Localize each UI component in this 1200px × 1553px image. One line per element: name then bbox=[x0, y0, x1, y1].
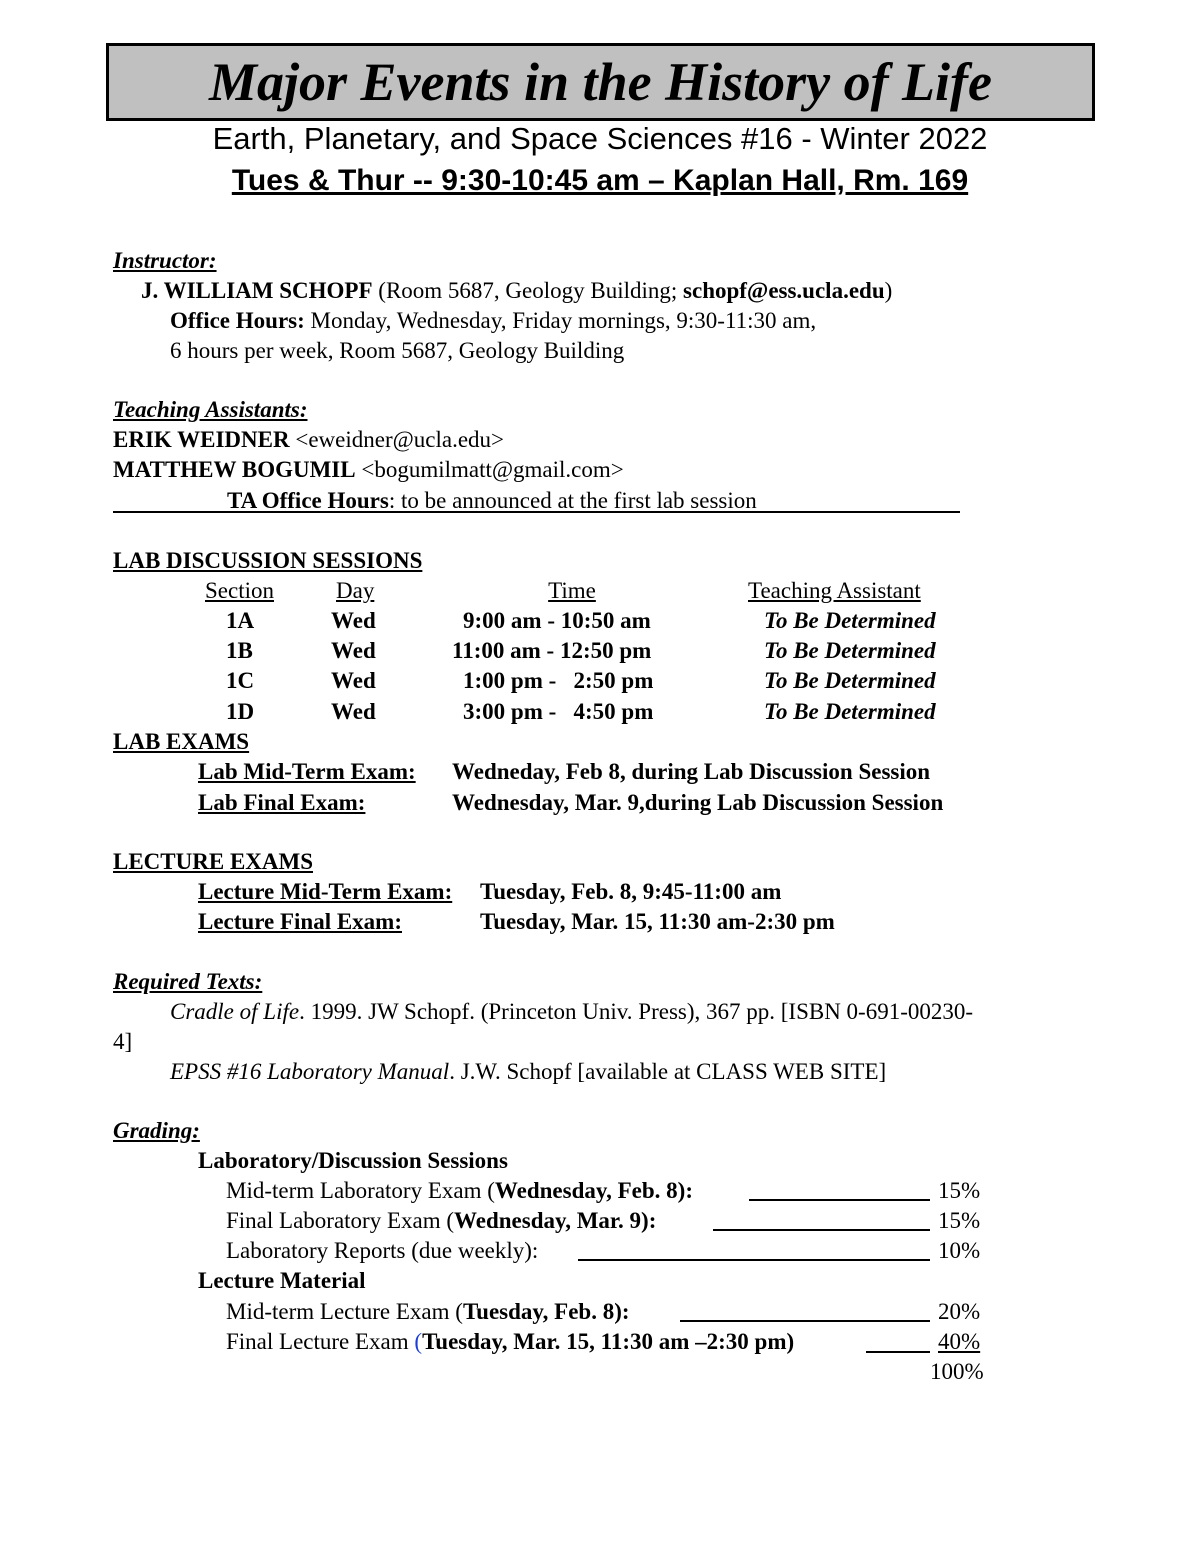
grading-item-text: ): bbox=[677, 1178, 693, 1203]
lecture-final-date: Tuesday, Mar. 15, 11:30 am-2:30 pm bbox=[480, 909, 835, 934]
ta-1a: To Be Determined bbox=[764, 608, 936, 633]
ta-heading: Teaching Assistants: bbox=[113, 397, 308, 422]
time-1c: 1:00 pm - 2:50 pm bbox=[463, 668, 654, 693]
textbook-2-title: EPSS #16 Laboratory Manual bbox=[170, 1059, 450, 1084]
instructor-heading: Instructor: bbox=[113, 248, 217, 273]
ta-1-email: <eweidner@ucla.edu> bbox=[289, 427, 505, 452]
col-section: Section bbox=[205, 578, 274, 603]
texts-heading: Required Texts: bbox=[113, 969, 263, 994]
grading-lab-reports-pct: 10% bbox=[938, 1238, 981, 1263]
ta-1c: To Be Determined bbox=[764, 668, 936, 693]
grading-item-text: Laboratory Reports (due weekly): bbox=[226, 1238, 539, 1263]
lab-sessions-heading: LAB DISCUSSION SESSIONS bbox=[113, 548, 423, 573]
grading-leader-line bbox=[713, 1229, 930, 1231]
ta-divider bbox=[113, 511, 960, 513]
section-1d: 1D bbox=[226, 699, 255, 724]
day-1a: Wed bbox=[331, 608, 376, 633]
lab-midterm-date: Wedneday, Feb 8, during Lab Discussion Session bbox=[452, 759, 931, 784]
time-1b: 11:00 am - 12:50 pm bbox=[452, 638, 652, 663]
grading-lecture-heading: Lecture Material bbox=[198, 1268, 366, 1293]
ta-1d: To Be Determined bbox=[764, 699, 936, 724]
grading-lab-reports bbox=[226, 1236, 538, 1266]
textbook-1-title: Cradle of Life bbox=[170, 999, 300, 1024]
grading-item-text: Mid-term Lecture Exam ( bbox=[226, 1299, 463, 1324]
section-1c: 1C bbox=[226, 668, 255, 693]
grading-item-date: Tuesday, Mar. 15, 11:30 am –2:30 pm bbox=[422, 1329, 787, 1354]
lecture-final-label: Lecture Final Exam: bbox=[198, 909, 402, 934]
grading-lecture-midterm bbox=[226, 1297, 630, 1327]
grading-lab-midterm bbox=[226, 1176, 693, 1206]
day-1b: Wed bbox=[331, 638, 376, 663]
grading-item-text: ) bbox=[786, 1329, 795, 1354]
grading-leader-line bbox=[749, 1199, 930, 1201]
time-1a: 9:00 am - 10:50 am bbox=[463, 608, 651, 633]
grading-leader-line bbox=[578, 1259, 930, 1261]
textbook-1-cont: 4] bbox=[113, 1029, 133, 1054]
title-banner bbox=[106, 43, 1095, 121]
textbook-2 bbox=[170, 1057, 886, 1087]
textbook-1 bbox=[170, 997, 973, 1027]
section-1a: 1A bbox=[226, 608, 255, 633]
lab-midterm-label: Lab Mid-Term Exam: bbox=[198, 759, 416, 784]
lab-exams-heading: LAB EXAMS bbox=[113, 729, 250, 754]
grading-item-text: Final Laboratory Exam ( bbox=[226, 1208, 455, 1233]
ta-office-hours-label: TA Office Hours bbox=[227, 488, 389, 513]
grading-item-text: Final Lecture Exam bbox=[226, 1329, 415, 1354]
instructor-email: schopf@ess.ucla.edu bbox=[683, 278, 885, 303]
ta-1-name: ERIK WEIDNER bbox=[113, 427, 290, 452]
ta-1 bbox=[113, 425, 504, 455]
grading-lab-midterm-pct: 15% bbox=[938, 1178, 981, 1203]
lab-final-date: Wednesday, Mar. 9,during Lab Discussion Session bbox=[452, 790, 944, 815]
ta-2-name: MATTHEW BOGUMIL bbox=[113, 457, 356, 482]
office-hours-line-2: 6 hours per week, Room 5687, Geology Building bbox=[170, 338, 625, 363]
instructor-location-close: ) bbox=[884, 278, 893, 303]
grading-lecture-final-pct: 40% bbox=[938, 1329, 981, 1354]
lecture-exams-heading: LECTURE EXAMS bbox=[113, 849, 314, 874]
ta-2 bbox=[113, 455, 624, 485]
day-1d: Wed bbox=[331, 699, 376, 724]
office-hours-label: Office Hours: bbox=[170, 308, 305, 333]
grading-lab-final bbox=[226, 1206, 656, 1236]
grading-heading: Grading: bbox=[113, 1118, 200, 1143]
lecture-midterm-label: Lecture Mid-Term Exam: bbox=[198, 879, 453, 904]
grading-total: 100% bbox=[930, 1359, 984, 1384]
grading-item-text: ): bbox=[614, 1299, 630, 1324]
instructor-location: (Room 5687, Geology Building; bbox=[372, 278, 684, 303]
textbook-1-details: . 1999. JW Schopf. (Princeton Univ. Press), 367 pp. [ISBN 0-691-00230- bbox=[299, 999, 974, 1024]
lab-final-label: Lab Final Exam: bbox=[198, 790, 366, 815]
grading-item-date: Wednesday, Mar. 9 bbox=[454, 1208, 642, 1233]
ta-1b: To Be Determined bbox=[764, 638, 936, 663]
time-1d: 3:00 pm - 4:50 pm bbox=[463, 699, 654, 724]
grading-lecture-midterm-pct: 20% bbox=[938, 1299, 981, 1324]
instructor-name: J. WILLIAM SCHOPF bbox=[141, 278, 373, 303]
office-hours-text: Monday, Wednesday, Friday mornings, 9:30-11:30 am, bbox=[304, 308, 817, 333]
course-name: Earth, Planetary, and Space Sciences #16 - Winter 2022 bbox=[212, 121, 988, 156]
instructor-line bbox=[141, 276, 892, 306]
grading-item-date: Tuesday, Feb. 8 bbox=[462, 1299, 615, 1324]
col-ta: Teaching Assistant bbox=[748, 578, 921, 603]
ta-office-hours-text: : to be announced at the first lab session bbox=[388, 488, 757, 513]
grading-lab-final-pct: 15% bbox=[938, 1208, 981, 1233]
day-1c: Wed bbox=[331, 668, 376, 693]
ta-2-email: <bogumilmatt@gmail.com> bbox=[355, 457, 624, 482]
grading-lab-heading: Laboratory/Discussion Sessions bbox=[198, 1148, 508, 1173]
grading-item-date: Wednesday, Feb. 8 bbox=[494, 1178, 678, 1203]
col-time: Time bbox=[548, 578, 596, 603]
grading-item-text: ): bbox=[641, 1208, 657, 1233]
class-schedule: Tues & Thur -- 9:30-10:45 am – Kaplan Hall, Rm. 169 bbox=[231, 164, 969, 197]
grading-item-text: Mid-term Laboratory Exam ( bbox=[226, 1178, 495, 1203]
office-hours-line bbox=[170, 306, 816, 336]
col-day: Day bbox=[336, 578, 375, 603]
section-1b: 1B bbox=[226, 638, 253, 663]
grading-leader-line bbox=[866, 1351, 930, 1353]
page-title: Major Events in the History of Life bbox=[209, 52, 992, 112]
grading-item-paren: ( bbox=[414, 1329, 423, 1354]
textbook-2-details: . J.W. Schopf [available at CLASS WEB SITE] bbox=[449, 1059, 887, 1084]
grading-lecture-final bbox=[226, 1327, 794, 1357]
lecture-midterm-date: Tuesday, Feb. 8, 9:45-11:00 am bbox=[480, 879, 782, 904]
grading-leader-line bbox=[680, 1320, 930, 1322]
